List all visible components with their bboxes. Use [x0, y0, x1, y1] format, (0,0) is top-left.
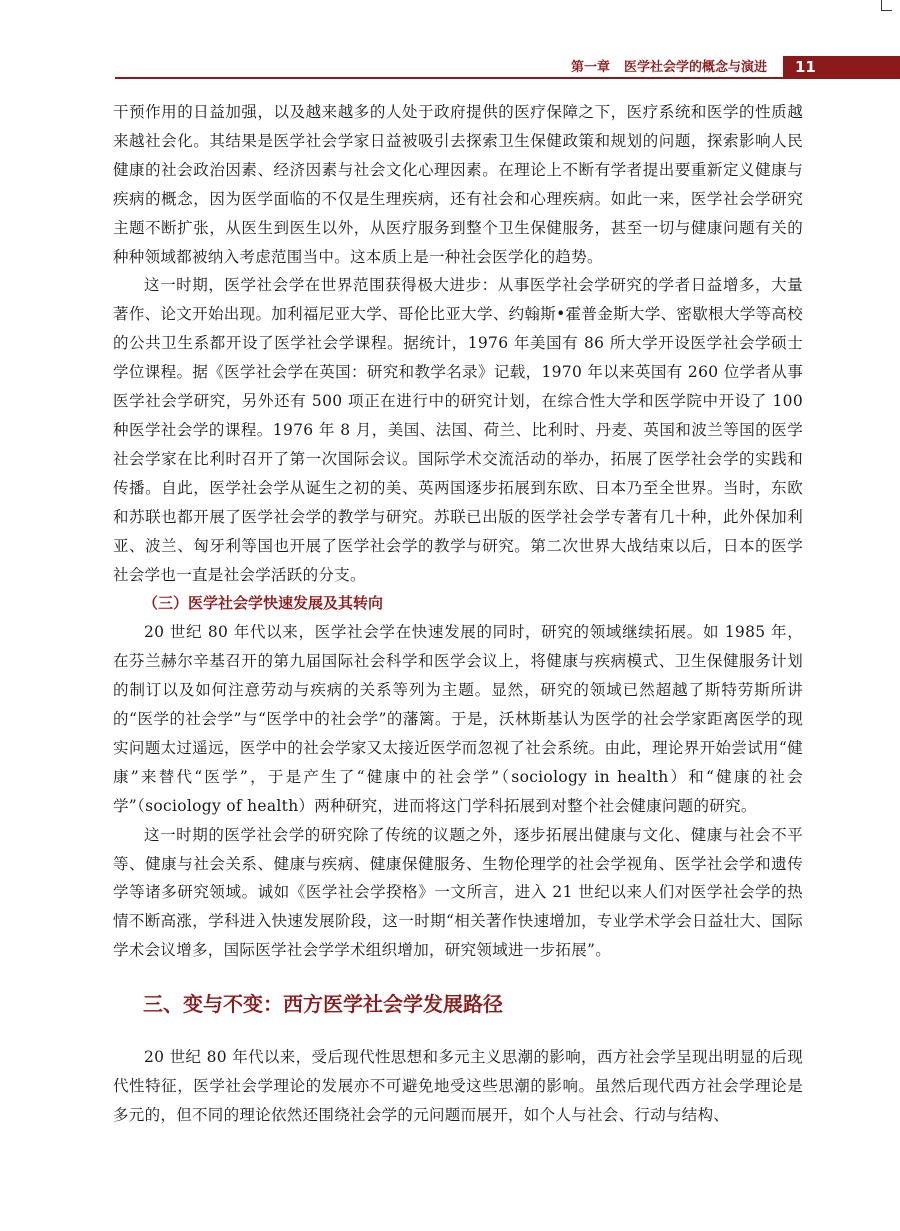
paragraph-2: 这一时期，医学社会学在世界范围获得极大进步：从事医学社会学研究的学者日益增多，大量著作、论文开始出现。加利福尼亚大学、哥伦比亚大学、约翰斯•霍普金斯大学、密歇根大学等高校的公共卫生系都开设了医学社会学课程。据统计，1976 年美国有 86 所大学开设医学社会学硕士学位课程。据《医学社会学在英国：研究和教学名录》记载，1970 年以来英国有 260 位学者从事医学社会学研究，另外还有 500 项正在进行中的研究计划，在综合性大学和医学院中开设了 100 种医学社会学的课程。1976 年 8 月，美国、法国、荷兰、比利时、丹麦、英国和波兰等国的医学社会学家在比利时召开了第一次国际会议。国际学术交流活动的举办，拓展了医学社会学的实践和传播。自此，医学社会学从诞生之初的美、英两国逐步拓展到东欧、日本乃至全世界。当时，东欧和苏联也都开展了医学社会学的教学与研究。苏联已出版的医学社会学专著有几十种，此外保加利亚、波兰、匈牙利等国也开展了医学社会学的教学与研究。第二次世界大战结束以后，日本的医学社会学也一直是社会学活跃的分支。 [113, 276, 803, 584]
page-body [113, 98, 803, 1130]
chapter-label: 第一章 [570, 60, 610, 75]
paragraph-5: 20 世纪 80 年代以来，受后现代性思想和多元主义思潮的影响，西方社会学呈现出明显的后现代性特征，医学社会学理论的发展亦不可避免地受这些思潮的影响。虽然后现代西方社会学理论是多元的，但不同的理论依然还围绕社会学的元问题而展开，如个人与社会、行动与结构、 [113, 1048, 803, 1124]
paragraph-1: 干预作用的日益加强，以及越来越多的人处于政府提供的医疗保障之下，医疗系统和医学的性质越来越社会化。其结果是医学社会学家日益被吸引去探索卫生保健政策和规划的问题，探索影响人民健康的社会政治因素、经济因素与社会文化心理因素。在理论上不断有学者提出要重新定义健康与疾病的概念，因为医学面临的不仅是生理疾病，还有社会和心理疾病。如此一来，医学社会学研究主题不断扩张，从医生到医生以外，从医疗服务到整个卫生保健服务，甚至一切与健康问题有关的种种领域都被纳入考虑范围当中。这本质上是一种社会医学化的趋势。 [113, 103, 803, 266]
running-header [0, 60, 900, 80]
header-chapter [557, 60, 767, 76]
page-number: 11 [783, 56, 900, 78]
subsection-heading: （三）医学社会学快速发展及其转向 [143, 594, 384, 613]
crop-mark [881, 0, 892, 11]
paragraph-4: 这一时期的医学社会学的研究除了传统的议题之外，逐步拓展出健康与文化、健康与社会不平等、健康与社会关系、健康与疾病、健康保健服务、生物伦理学的社会学视角、医学社会学和遗传学等诸多研究领域。诚如《医学社会学揆格》一文所言，进入 21 世纪以来人们对医学社会学的热情不断高涨，学科进入快速发展阶段，这一时期“相关著作快速增加，专业学术学会日益壮大、国际学术会议增多，国际医学社会学学术组织增加，研究领域进一步拓展”。 [113, 825, 803, 960]
paragraph-3: 20 世纪 80 年代以来，医学社会学在快速发展的同时，研究的领域继续拓展。如 1985 年，在芬兰赫尔辛基召开的第九届国际社会科学和医学会议上，将健康与疾病模式、卫生保健服务计划的制订以及如何注意劳动与疾病的关系等列为主题。显然，研究的领域已然超越了斯特劳斯所讲的“医学的社会学”与“医学中的社会学”的藩篱。于是，沃林斯基认为医学的社会学家距离医学的现实问题太过遥远，医学中的社会学家又太接近医学而忽视了社会系统。由此，理论界开始尝试用“健康”来替代“医学”，于是产生了“健康中的社会学”（sociology in health）和“健康的社会学”（sociology of health）两种研究，进而将这门学科拓展到对整个社会健康问题的研究。 [113, 623, 803, 815]
chapter-title: 医学社会学的概念与演进 [623, 60, 767, 75]
section-title: 三、变与不变：西方医学社会学发展路径 [143, 992, 503, 1017]
